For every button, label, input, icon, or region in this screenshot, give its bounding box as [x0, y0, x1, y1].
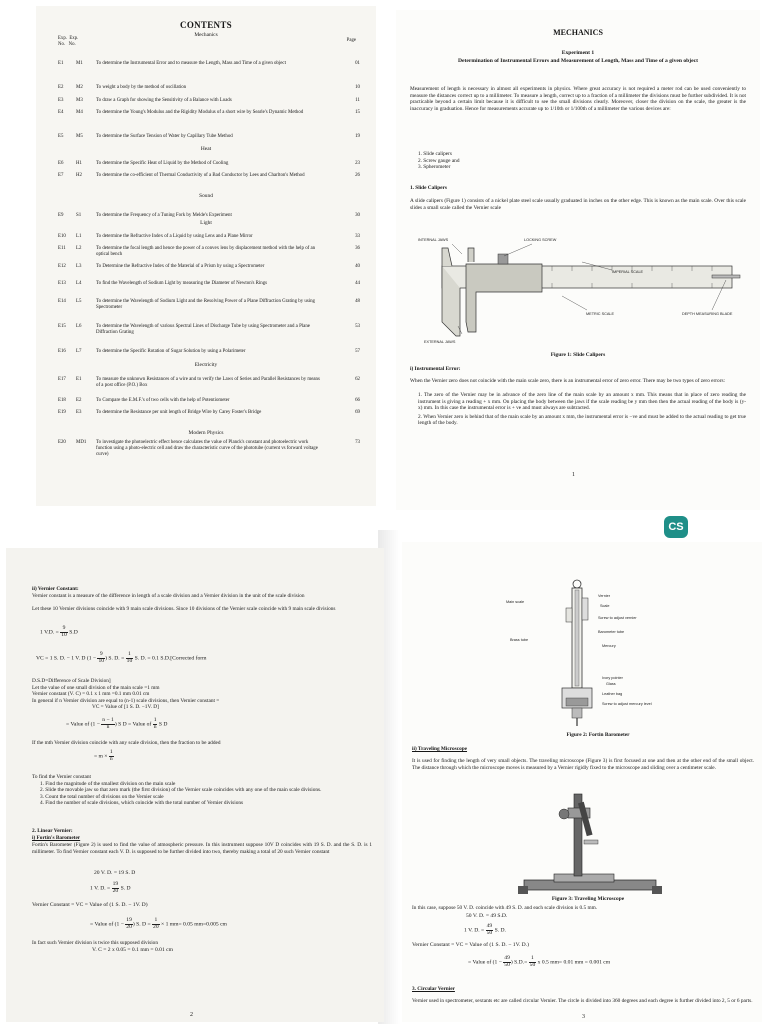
- mth-text: If the mth Vernier division coincide with any scale division, then the fraction to be added: [32, 740, 221, 746]
- exp-page: 10: [355, 85, 360, 90]
- section-mechanics: Mechanics: [194, 32, 218, 38]
- error-items: [418, 392, 746, 427]
- formula-20vd: 20 V. D. = 19 S. D: [94, 870, 136, 876]
- exp-code: M4: [76, 110, 83, 115]
- exp-title: To determine the Resistance per unit length of Bridge Wire by Carey Foster's Bridge: [96, 410, 262, 415]
- linear-vernier-heading: 2. Linear Vernier:: [32, 828, 73, 834]
- label-depth-blade: DEPTH MEASURING BLADE: [682, 312, 733, 316]
- fortin-heading: i) Fortin's Barometer: [32, 835, 81, 841]
- exp-number: E7: [58, 173, 64, 178]
- exp-title: To determine the Specific Rotation of Sugar Solution by using a Polarimeter: [96, 349, 246, 354]
- contents-page: [36, 6, 376, 506]
- circular-vernier-heading: 3. Circular Vernier: [412, 986, 455, 992]
- slide-calipers-figure: [412, 226, 744, 346]
- traveling-microscope-text: It is used for finding the length of very small objects. The traveling microscope (Figure 3) is first focused at one and then at the other end of the small object. The distance through which the microscope moves is measured by a Vernier rigidly fixed to the microscope and sliding over a centimeter scale.: [412, 758, 754, 771]
- label-imperial-scale: IMPERIAL SCALE: [612, 270, 644, 274]
- exp-title: To determine the Wavelength of various Spectral Lines of Discharge Tube by using Spectrometer and a Plane Diffraction Grating: [96, 324, 310, 336]
- exp-code: L4: [76, 281, 82, 286]
- section-heat: Heat: [200, 146, 212, 152]
- exp-title: To measure the unknown Resistances of a wire and to verify the Laws of Series and Parallel Resistances by means of a post office (P.O.) Box: [96, 377, 320, 389]
- exp-code: M2: [76, 85, 83, 90]
- label-leather-bag: Leather bag: [602, 692, 623, 696]
- camscanner-watermark: CS: [664, 516, 688, 538]
- exp-number: E6: [58, 161, 64, 166]
- circular-vernier-text: Vernier used in spectrometer, sextants etc are called circular Vernier. The circle is divided into 360 degrees and each degree is further divided into 2, 5 or 6 parts.: [412, 998, 753, 1004]
- exp-number: E16: [58, 349, 66, 354]
- let-text: Let these 10 Vernier divisions coincide with 9 main scale divisions. Since 10 divisions of the Vernier scale coincide with 9 main scale divisions: [32, 606, 336, 612]
- exp-code: L3: [76, 264, 82, 269]
- exp-page: 15: [355, 110, 360, 115]
- contents-page-header: Page: [346, 38, 356, 43]
- section-electricity: Electricity: [194, 362, 218, 368]
- mechanics-page: [396, 10, 760, 510]
- exp-title: To determine the focal length and hence the power of a convex lens by displacement method with the help of an optical bench: [96, 246, 316, 258]
- mechanics-heading: MECHANICS: [553, 28, 603, 37]
- contents-title: CONTENTS: [180, 20, 232, 30]
- list-item: 1. The zero of the Vernier may be in advance of the zero line of the main scale by an amount x mm. This means that in place of zero reading the instrument is giving a reading + x mm. On placing the body between the jaws if the scale reading be y mm then then the actual reading of the body is (y-x) mm. In this case the instrumental error is + ve and must always are subtracted.: [418, 392, 746, 412]
- instrumental-error-heading: i) Instrumental Error:: [410, 366, 461, 372]
- device-item: 1. Slide calipers: [418, 151, 452, 157]
- exp-title: To investigate the photoelectric effect hence calculates the value of Planck's constant and photoelectric work function using a photo-electric cell and draw the characteristic curve of the phototube (current vs forward voltage curve): [96, 440, 318, 458]
- exp-number: E2: [58, 85, 64, 90]
- slide-calipers-text: A slide calipers (Figure 1) consists of a nickel plate steel scale usually graduated in inches on the other edge. This is known as the main scale. Over this scale slides a small scale called the Vernier scale: [410, 198, 746, 211]
- exp-code: H1: [76, 161, 82, 166]
- exp-page: 11: [355, 98, 360, 103]
- exp-title: To draw a Graph for showing the Sensitivity of a Balance with Loads: [96, 98, 232, 103]
- exp-page: 01: [355, 61, 360, 66]
- devices-list: [418, 151, 618, 171]
- exp-code: M3: [76, 98, 83, 103]
- list-item: 2. When Vernier zero is behind that of the main scale by an amount x mm, the instrumental error is −ve and must be added to the actual reading to get true length of the body.: [418, 413, 746, 427]
- exp-title: To determine the Young's Modulus and the Rigidity Modulus of a short wire by Searle's Dynamic Method: [96, 110, 304, 115]
- formula-vd: 1 V.D. = $\frac{9}{10}$ S.D: [40, 625, 78, 638]
- exp-number: E18: [58, 398, 66, 403]
- formula-1vd: 1 V. D. = $\frac{19}{20}$ S. D: [90, 881, 131, 894]
- exp-number: E4: [58, 110, 64, 115]
- exp-number: E11: [58, 246, 66, 251]
- formula-vc: VC = 1 S. D. − 1 V. D (1 − $\frac{9}{10}$ ) S. D. = $\frac{1}{10}$ S. D. = 0.1 S.D.[Corrected form: [36, 651, 207, 664]
- exp-page: 23: [355, 161, 360, 166]
- exp-number: E9: [58, 213, 64, 218]
- device-item: 3. Spherometer: [418, 164, 451, 171]
- label-barometer-tube: Barometer tube: [598, 630, 625, 634]
- exp-code: L5: [76, 299, 82, 304]
- exp-page: 73: [355, 440, 360, 445]
- slide-calipers-heading: 1. Slide Calipers: [410, 185, 447, 191]
- exp-page: 48: [355, 299, 360, 304]
- list-item: 1. Find the magnitude of the smallest division on the main scale: [40, 780, 176, 787]
- exp-code: L7: [76, 349, 82, 354]
- dsd-block: D.S.D=Difference of Scale Division] Let the value of one small division of the main scale =1 mm Vernier constant (V. C) = 0.1 x 1 mm =0.1 mm 0.01 cm In general if n Vernier division are equal to (n-1) scale divisions, then Vernier constant = VC = Value of [1 S. D. −1V. D]: [32, 678, 220, 711]
- device-item: 2. Screw gauge and: [418, 157, 460, 164]
- exp-title: To determine the Refractive Index of a Liquid by using Lens and a Plane Mirror: [96, 234, 253, 239]
- label-metric-scale: METRIC SCALE: [586, 312, 615, 316]
- intro-paragraph: Measurement of length is necessary in almost all experiments in physics. Where great accuracy is not required a meter rod can be used conveniently to measure the distances correct up to a millimeter. To measure a length, correct up to a fraction of a millimeter the divisions must be further subdivided. It is not practicable beyond a certain limit because it is difficult to see the small divisions clearly. Moreover, closer the division on the scale, the greater is the inaccuracy in graduation. Hence for measurements accurate up to 1/10th or 1/100th of a millimeter the various devices are:: [410, 86, 746, 112]
- exp-page: 69: [355, 410, 360, 415]
- exp-page: 26: [355, 173, 360, 178]
- label-scale: Scale: [600, 604, 610, 608]
- exp-number: E17: [58, 377, 66, 382]
- exp-title: To determine the Specific Heat of Liquid by the Method of Cooling: [96, 161, 229, 166]
- label-screw-adjust-vernier: Screw to adjust vernier: [598, 616, 637, 620]
- list-item: 3. Count the total number of divisions on the Vernier scale: [40, 793, 164, 800]
- experiment-title: Determination of Instrumental Errors and Measurement of Length, Mass and Time of a given object: [458, 58, 698, 64]
- exp-page: 53: [355, 324, 360, 329]
- section-modern-physics: Modern Physics: [188, 430, 224, 436]
- exp-number: E13: [58, 281, 66, 286]
- barometer-page: [402, 542, 762, 1022]
- exp-code: H2: [76, 173, 82, 178]
- formula-1vd-microscope: 1 V. D. = $\frac{49}{50}$ S. D.: [464, 923, 506, 936]
- list-item: 2. Slide the movable jaw so that zero mark (the first division) of the Vernier scale coincides with any one of the main scale divisions.: [40, 787, 322, 794]
- exp-code: S1: [76, 213, 82, 218]
- exp-page: 33: [355, 234, 360, 239]
- instrumental-error-text: When the Vernier zero does not coincide with the main scale zero, there is an instrumental error of zero error. There may be two types of zero errors:: [410, 378, 725, 384]
- exp-code: E3: [76, 410, 82, 415]
- formula-final-vc: V. C = 2 x 0.05 = 0.1 mm = 0.01 cm: [92, 947, 173, 953]
- label-brass-tube: Brass tube: [510, 638, 529, 642]
- exp-number: E15: [58, 324, 66, 329]
- exp-code: L6: [76, 324, 82, 329]
- formula-general: = Value of (1 − $\frac{n - 1}{n}$ ) S D = Value of $\frac{1}{n}$ S D: [66, 717, 168, 730]
- exp-number: E12: [58, 264, 66, 269]
- exp-number: E19: [58, 410, 66, 415]
- list-item: 4. Find the number of scale divisions, which coincide with the total number of Vernier divisions: [40, 800, 244, 807]
- exp-title: To determine the co-efficient of Thermal Conductivity of a Bad Conductor by Lees and Charlton's Method: [96, 173, 305, 178]
- infact-text: In fact such Vernier division is twice this supposed division: [32, 940, 158, 946]
- figure-2-caption: Figure 2: Fortin Barometer: [566, 732, 630, 738]
- formula-vc-fortin: Vernier Constant = VC = Value of (1 S. D. − 1V. D): [32, 902, 148, 908]
- exp-code: L2: [76, 246, 82, 251]
- section-light: Light: [200, 220, 212, 226]
- label-external-jaws: EXTERNAL JAWS: [424, 340, 456, 344]
- case-text: In this case, suppose 50 V. D. coincide with 49 S. D. and each scale division is 0.5 mm.: [412, 905, 598, 911]
- exp-code: MD1: [76, 440, 87, 445]
- formula-vc-microscope-value: = Value of (1 − $\frac{49}{50}$ ) S.D.= $\frac{1}{50}$ x 0.5 mm= 0.01 mm = 0.001 cm: [468, 955, 611, 968]
- exp-page: 40: [355, 264, 360, 269]
- exp-page: 30: [355, 213, 360, 218]
- page-number: 2: [190, 1012, 193, 1018]
- vernier-constant-text: Vernier constant is a measure of the difference in length of a scale division and a Vernier division in the unit of the scale division: [32, 593, 305, 599]
- exp-number: E14: [58, 299, 66, 304]
- label-main-scale: Main scale: [506, 600, 525, 604]
- label-internal-jaws: INTERNAL JAWS: [418, 238, 449, 242]
- label-ivory-pointer: Ivory pointer: [602, 676, 623, 680]
- exp-title: To Determine the Refractive Index of the Material of a Prism by using a Spectrometer: [96, 264, 265, 269]
- label-locking-screw: LOCKING SCREW: [524, 238, 557, 242]
- contents-col-header: Exp. Exp. No. No.: [58, 36, 79, 47]
- exp-title: To weight a body by the method of oscillation: [96, 85, 187, 90]
- traveling-microscope-heading: ii) Traveling Microscope: [412, 746, 468, 752]
- exp-title: To determine the Surface Tension of Water by Capillary Tube Method: [96, 134, 233, 139]
- vernier-page: [6, 548, 384, 1022]
- experiment-label: Experiment 1: [561, 50, 595, 56]
- find-vc-block: To find the Vernier constant 1. Find the magnitude of the smallest division on the main scale 2. Slide the movable jaw so that zero mark (the first division) of the Vernier scale coincides with any one of the main scale divisions. 3. Count the total number of divisions on the Vernier scale 4. Find the number of scale divisions, which coincide with the total number of Vernier divisions: [32, 774, 372, 807]
- exp-page: 44: [355, 281, 360, 286]
- vernier-constant-heading: ii) Vernier Constant:: [32, 586, 79, 592]
- exp-code: E2: [76, 398, 82, 403]
- exp-page: 66: [355, 398, 360, 403]
- exp-code: M5: [76, 134, 83, 139]
- formula-vc-value: = Value of (1 − $\frac{19}{20}$ ) S. D = $\frac{1}{20}$ × 1 mm= 0.05 mm=0.005 cm: [90, 917, 227, 930]
- figure-3-caption: Figure 3: Traveling Microscope: [551, 896, 625, 902]
- exp-number: E1: [58, 61, 64, 66]
- exp-number: E20: [58, 440, 66, 445]
- exp-code: E1: [76, 377, 82, 382]
- exp-title: To determine the Wavelength of Sodium Light and the Resolving Power of a Plane Diffraction Grating by using Spectrometer: [96, 299, 315, 311]
- exp-page: 19: [355, 134, 360, 139]
- exp-number: E5: [58, 134, 64, 139]
- traveling-microscope-figure: [514, 788, 664, 896]
- formula-vc-microscope: Vernier Constant = VC = Value of (1 S. D. − 1V. D.): [412, 942, 529, 948]
- formula-50vd: 50 V. D. = 49 S.D.: [466, 913, 508, 919]
- exp-code: L1: [76, 234, 82, 239]
- exp-page: 57: [355, 349, 360, 354]
- label-mercury: Mercury: [602, 644, 616, 648]
- exp-number: E3: [58, 98, 64, 103]
- page-number: 1: [572, 472, 575, 478]
- figure-1-caption: Figure 1: Slide Calipers: [550, 352, 606, 358]
- exp-number: E10: [58, 234, 66, 239]
- page-number: 3: [582, 1014, 585, 1020]
- exp-title: To determine the Instrumental Error and to measure the Length, Mass and Time of a given object: [96, 61, 286, 66]
- formula-m: = m × $\frac{1}{n}$: [94, 749, 113, 762]
- fortin-text: Fortin's Barometer (Figure 2) is used to find the value of atmospheric pressure. In this instrument suppose 10V D coincides with 19 S. D. and the S. D. is 1 millimeter. To find Vernier constant each V. D. is supposed to be further divided into two, thereby making a total of 20 such Vernier constant: [32, 842, 372, 855]
- section-sound: Sound: [199, 193, 213, 199]
- label-screw-mercury-level: Screw to adjust mercury level: [602, 702, 652, 706]
- exp-title: To Compare the E.M.F.'s of two cells with the help of Potentiometer: [96, 398, 230, 403]
- label-vernier: Vernier: [598, 594, 611, 598]
- exp-title: To find the Wavelength of Sodium Light by measuring the Diameter of Newton's Rings: [96, 281, 268, 286]
- exp-page: 62: [355, 377, 360, 382]
- exp-page: 36: [355, 246, 360, 251]
- label-glass: Glass: [606, 682, 616, 686]
- exp-title: To determine the Frequency of a Tuning Fork by Melde's Experiment: [96, 213, 232, 218]
- exp-code: M1: [76, 61, 83, 66]
